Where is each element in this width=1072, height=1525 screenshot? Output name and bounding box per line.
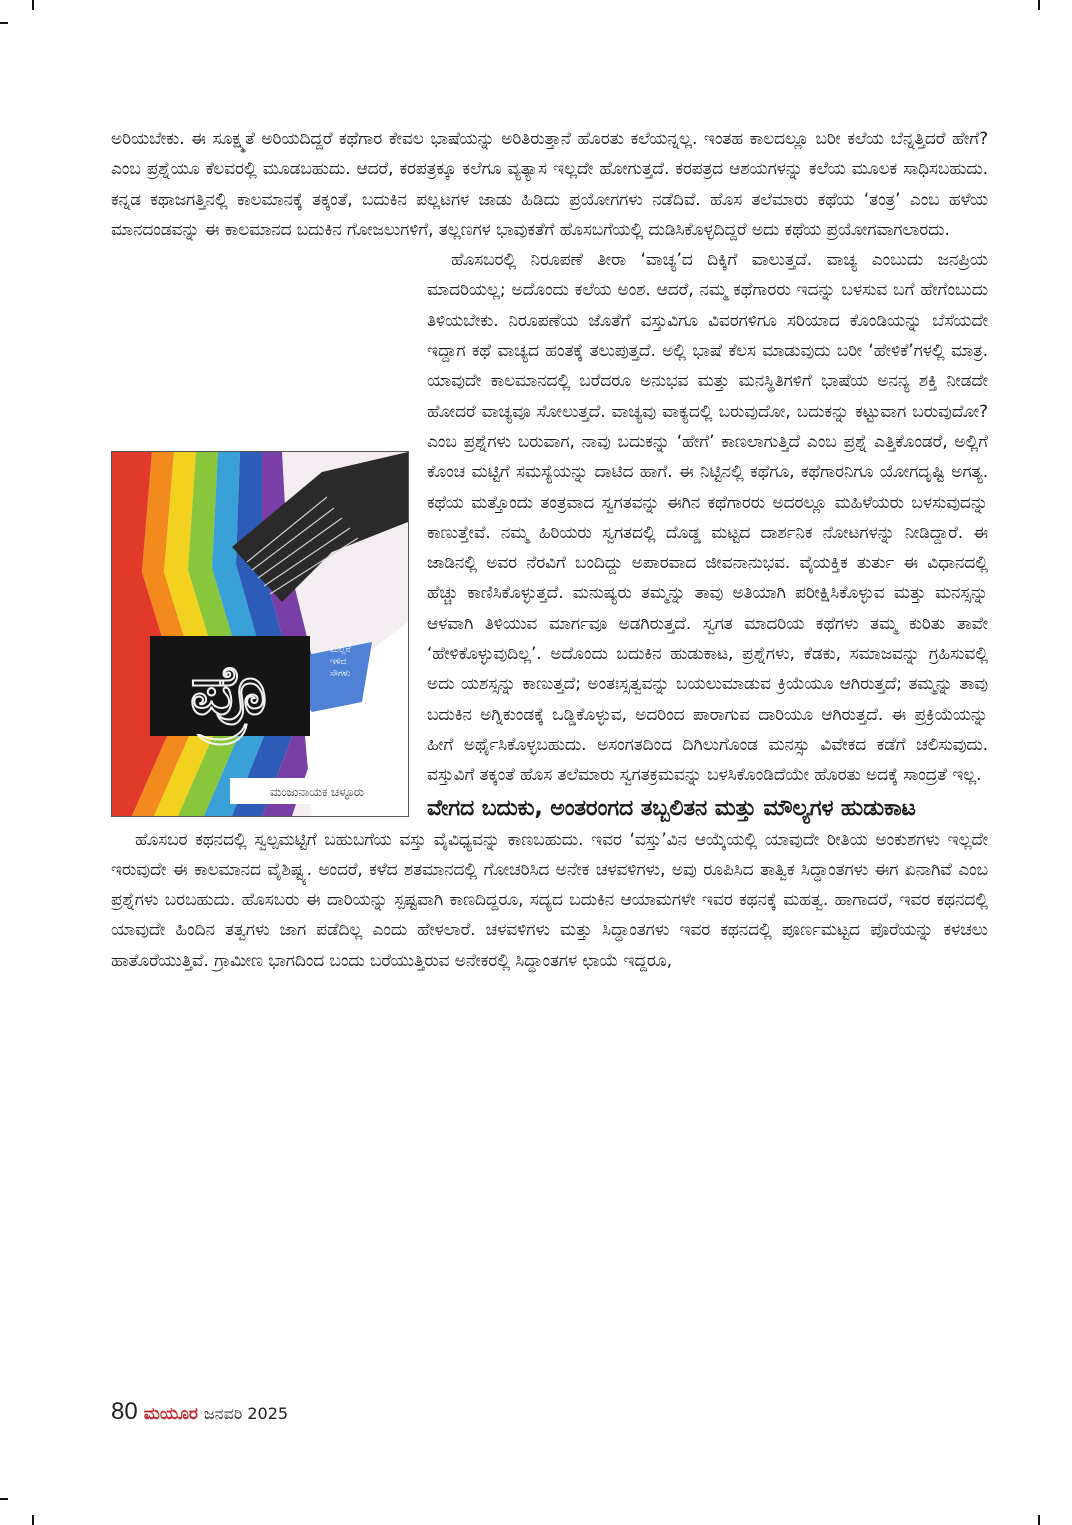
- crop-mark-top-right: [1038, 0, 1040, 10]
- book-cover-subtitle-1: ಮೆಲ್ಲನೆ: [330, 645, 351, 656]
- book-cover-author: ಮಂಜುನಾಯಕ ಚಳ್ಳೂರು: [270, 785, 364, 800]
- page-footer: [111, 1398, 288, 1426]
- crop-mark-left-bottom: [0, 1498, 8, 1500]
- page-number: 80: [111, 1398, 138, 1425]
- book-cover-art: [112, 452, 408, 816]
- book-cover-subtitle-2: ಇಳಿದ: [330, 657, 347, 668]
- book-cover-title: ಪ್ರೊ: [189, 649, 271, 732]
- paragraph-1: ಅರಿಯಬೇಕು. ಈ ಸೂಕ್ಷ್ಮತೆ ಅರಿಯದಿದ್ದರೆ ಕಥೆಗಾರ ಕೇವಲ ಭಾಷೆಯನ್ನು ಅರಿತಿರುತ್ತಾನೆ ಹೊರತು ಕಲೆಯನ್ನಲ್ಲ. ಇಂತಹ ಕಾಲದಲ್ಲೂ ಬರೀ ಕಲೆಯ ಬೆನ್ನತ್ತಿದರೆ ಹೇಗೆ? ಎಂಬ ಪ್ರಶ್ನೆಯೂ ಕೆಲವರಲ್ಲಿ ಮೂಡಬಹುದು. ಆದರೆ, ಕರಪತ್ರಕ್ಕೂ ಕಲೆಗೂ ವ್ಯತ್ಯಾಸ ಇಲ್ಲದೇ ಹೋಗುತ್ತದೆ. ಕರಪತ್ರದ ಆಶಯಗಳನ್ನು ಕಲೆಯ ಮೂಲಕ ಸಾಧಿಸಬಹುದು. ಕನ್ನಡ ಕಥಾಜಗತ್ತಿನಲ್ಲಿ ಕಾಲಮಾನಕ್ಕೆ ತಕ್ಕಂತೆ, ಬದುಕಿನ ಪಲ್ಲಟಗಳ ಜಾಡು ಹಿಡಿದು ಪ್ರಯೋಗಗಳು ನಡೆದಿವೆ. ಹೊಸ ತಲೆಮಾರು ಕಥೆಯ ‘ತಂತ್ರ’ ಎಂಬ ಹಳೆಯ ಮಾನದಂಡವನ್ನು ಈ ಕಾಲಮಾನದ ಬದುಕಿನ ಗೋಜಲುಗಳಿಗೆ, ತಲ್ಲಣಗಳ ಭಾವುಕತೆಗೆ ಹೊಸಬಗೆಯಲ್ಲಿ ದುಡಿಸಿಕೊಳ್ಳದಿದ್ದರೆ ಅದು ಕಥೆಯ ಪ್ರಯೋಗವಾಗಲಾರದು.: [111, 129, 988, 240]
- paragraph-3: ಹೊಸಬರ ಕಥನದಲ್ಲಿ ಸ್ವಲ್ಪಮಟ್ಟಿಗೆ ಬಹುಬಗೆಯ ವಸ್ತು ವೈವಿಧ್ಯವನ್ನು ಕಾಣಬಹುದು. ಇವರ ‘ವಸ್ತು’ವಿನ ಆಯ್ಕೆಯಲ್ಲಿ ಯಾವುದೇ ರೀತಿಯ ಅಂಕುಶಗಳು ಇಲ್ಲದೇ ಇರುವುದೇ ಈ ಕಾಲಮಾನದ ವೈಶಿಷ್ಟ್ಯ. ಅಂದರೆ, ಕಳೆದ ಶತಮಾನದಲ್ಲಿ ಗೋಚರಿಸಿದ ಅನೇಕ ಚಳವಳಿಗಳು, ಅವು ರೂಪಿಸಿದ ತಾತ್ವಿಕ ಸಿದ್ಧಾಂತಗಳು ಈಗ ಏನಾಗಿವೆ ಎಂಬ ಪ್ರಶ್ನೆಗಳು ಬರಬಹುದು. ಹೊಸಬರು ಈ ದಾರಿಯನ್ನು ಸ್ಪಷ್ಟವಾಗಿ ಕಾಣದಿದ್ದರೂ, ಸದ್ಯದ ಬದುಕಿನ ಆಯಾಮಗಳೇ ಇವರ ಕಥನಕ್ಕೆ ಮಹತ್ವ. ಹಾಗಾದರೆ, ಇವರ ಕಥನದಲ್ಲಿ ಯಾವುದೇ ಹಿಂದಿನ ತತ್ವಗಳು ಜಾಗ ಪಡೆದಿಲ್ಲ ಎಂದು ಹೇಳಲಾರೆ. ಚಳವಳಿಗಳು ಮತ್ತು ಸಿದ್ಧಾಂತಗಳು ಇವರ ಕಥನದಲ್ಲಿ ಪೂರ್ಣಮಟ್ಟದ ಪೊರೆಯನ್ನು ಕಳಚಲು ಹಾತೊರೆಯುತ್ತಿವೆ. ಗ್ರಾಮೀಣ ಭಾಗದಿಂದ ಬಂದು ಬರೆಯುತ್ತಿರುವ ಅನೇಕರಲ್ಲಿ ಸಿದ್ಧಾಂತಗಳ ಛಾಯೆ ಇದ್ದರೂ,: [111, 829, 988, 971]
- crop-mark-bottom-left: [32, 1515, 34, 1525]
- crop-mark-left-top: [0, 22, 8, 24]
- crop-mark-top-left: [32, 0, 34, 10]
- magazine-logo: ಮಯೂರ: [143, 1404, 198, 1424]
- paragraph-2-block: [111, 245, 988, 800]
- issue-date: ಜನವರಿ 2025: [203, 1404, 289, 1423]
- book-cover-image: [111, 451, 409, 817]
- article-body: [111, 124, 988, 976]
- crop-mark-bottom-right: [1038, 1515, 1040, 1525]
- paragraph-2: ಹೊಸಬರಲ್ಲಿ ನಿರೂಪಣೆ ತೀರಾ ‘ವಾಚ್ಯ’ದ ದಿಕ್ಕಿಗೆ ವಾಲುತ್ತದೆ. ವಾಚ್ಯ ಎಂಬುದು ಜನಪ್ರಿಯ ಮಾದರಿಯಲ್ಲ; ಅದೊಂದು ಕಲೆಯ ಅಂಶ. ಆದರೆ, ನಮ್ಮ ಕಥೆಗಾರರು ಇದನ್ನು ಬಳಸುವ ಬಗೆ ಹೇಗೆಂಬುದು ತಿಳಿಯಬೇಕು. ನಿರೂಪಣೆಯ ಜೊತೆಗೆ ವಸ್ತುವಿಗೂ ವಿವರಗಳಿಗೂ ಸರಿಯಾದ ಕೊಂಡಿಯನ್ನು ಬೆಸೆಯದೇ ಇದ್ದಾಗ ಕಥೆ ವಾಚ್ಯದ ಹಂತಕ್ಕೆ ತಲುಪುತ್ತದೆ. ಅಲ್ಲಿ ಭಾಷೆ ಕೆಲಸ ಮಾಡುವುದು ಬರೀ ‘ಹೇಳಿಕೆ’ಗಳಲ್ಲಿ ಮಾತ್ರ. ಯಾವುದೇ ಕಾಲಮಾನದಲ್ಲಿ ಬರೆದರೂ ಅನುಭವ ಮತ್ತು ಮನಸ್ಥಿತಿಗಳಿಗೆ ಭಾಷೆಯ ಅನನ್ಯ ಶಕ್ತಿ ನೀಡದೇ ಹೋದರೆ ವಾಚ್ಯವೂ ಸೋಲುತ್ತದೆ. ವಾಚ್ಯವು ವಾಕ್ಯದಲ್ಲಿ ಬರುವುದೋ, ಬದುಕನ್ನು ಕಟ್ಟುವಾಗ ಬರುವುದೋ? ಎಂಬ ಪ್ರಶ್ನೆಗಳು ಬರುವಾಗ, ನಾವು ಬದುಕನ್ನು ‘ಹೇಗೆ’ ಕಾಣಲಾಗುತ್ತಿದೆ ಎಂಬ ಪ್ರಶ್ನೆ ಎತ್ತಿಕೊಂಡರೆ, ಅಲ್ಲಿಗೆ ಕೊಂಚ ಮಟ್ಟಿಗೆ ಸಮಸ್ಯೆಯನ್ನು ದಾಟಿದ ಹಾಗೆ. ಈ ನಿಟ್ಟಿನಲ್ಲಿ ಕಥೆಗೂ, ಕಥೆಗಾರನಿಗೂ ಯೋಗದೃಷ್ಟಿ ಅಗತ್ಯ. ಕಥೆಯ ಮತ್ತೊಂದು ತಂತ್ರವಾದ ಸ್ವಗತವನ್ನು ಈಗಿನ ಕಥೆಗಾರರು ಅದರಲ್ಲೂ ಮಹಿಳೆಯರು ಬಳಸುವುದನ್ನು ಕಾಣುತ್ತೇವೆ. ನಮ್ಮ ಹಿರಿಯರು ಸ್ವಗತದಲ್ಲಿ ದೊಡ್ಡ ಮಟ್ಟದ ದಾರ್ಶನಿಕ ನೋಟಗಳನ್ನು ನೀಡಿದ್ದಾರೆ. ಈ ಜಾಡಿನಲ್ಲಿ ಅವರ ನೆರವಿಗೆ ಬಂದಿದ್ದು ಅಪಾರವಾದ ಜೀವನಾನುಭವ. ವೈಯಕ್ತಿಕ ತುರ್ತು ಈ ವಿಧಾನದಲ್ಲಿ ಹೆಚ್ಚು ಕಾಣಿಸಿಕೊಳ್ಳುತ್ತದೆ. ಮನುಷ್ಯರು ತಮ್ಮನ್ನು ತಾವು ಅತಿಯಾಗಿ ಪರೀಕ್ಷಿಸಿಕೊಳ್ಳುವ ಮತ್ತು ಮನಸ್ಸನ್ನು ಆಳವಾಗಿ ತಿಳಿಯುವ ಮಾರ್ಗವೂ ಅಡಗಿರುತ್ತದೆ. ಸ್ವಗತ ಮಾದರಿಯ ಕಥೆಗಳು ತಮ್ಮ ಕುರಿತು ತಾವೇ ‘ಹೇಳಿಕೊಳ್ಳುವುದಿಲ್ಲ’. ಅದೊಂದು ಬದುಕಿನ ಹುಡುಕಾಟ, ಪ್ರಶ್ನೆಗಳು, ಕೆಡಕು, ಸಮಾಜವನ್ನು ಗ್ರಹಿಸುವಲ್ಲಿ ಅದು ಯಶಸ್ಸನ್ನು ಕಾಣುತ್ತದೆ; ಅಂತಃಸ್ಸತ್ವವನ್ನು ಬಯಲುಮಾಡುವ ಕ್ರಿಯೆಯೂ ಆಗಿರುತ್ತದೆ; ತಮ್ಮನ್ನು ತಾವು ಬದುಕಿನ ಅಗ್ನಿಕುಂಡಕ್ಕೆ ಒಡ್ಡಿಕೊಳ್ಳುವ, ಅದರಿಂದ ಪಾರಾಗುವ ದಾರಿಯೂ ಆಗಿರುತ್ತದೆ. ಈ ಪ್ರಕ್ರಿಯೆಯನ್ನು ಹೀಗೆ ಅರ್ಥೈಸಿಕೊಳ್ಳಬಹುದು. ಅಸಂಗತದಿಂದ ದಿಗಿಲುಗೊಂಡ ಮನಸ್ಸು ವಿವೇಕದ ಕಡೆಗೆ ಚಲಿಸುವುದು. ವಸ್ತುವಿಗೆ ತಕ್ಕಂತೆ ಹೊಸ ತಲೆಮಾರು ಸ್ವಗತಕ್ರಮವನ್ನು ಬಳಸಿಕೊಂಡಿದೆಯೇ ಹೊರತು ಅದಕ್ಕೆ ಸಾಂದ್ರತೆ ಇಲ್ಲ.: [427, 250, 988, 786]
- book-cover-subtitle-3: ಸೌಗಳು: [330, 669, 351, 680]
- section-heading: ವೇಗದ ಬದುಕು, ಅಂತರಂಗದ ತಬ್ಬಲಿತನ ಮತ್ತು ಮೌಲ್ಯಗಳ ಹುಡುಕಾಟ: [427, 795, 916, 821]
